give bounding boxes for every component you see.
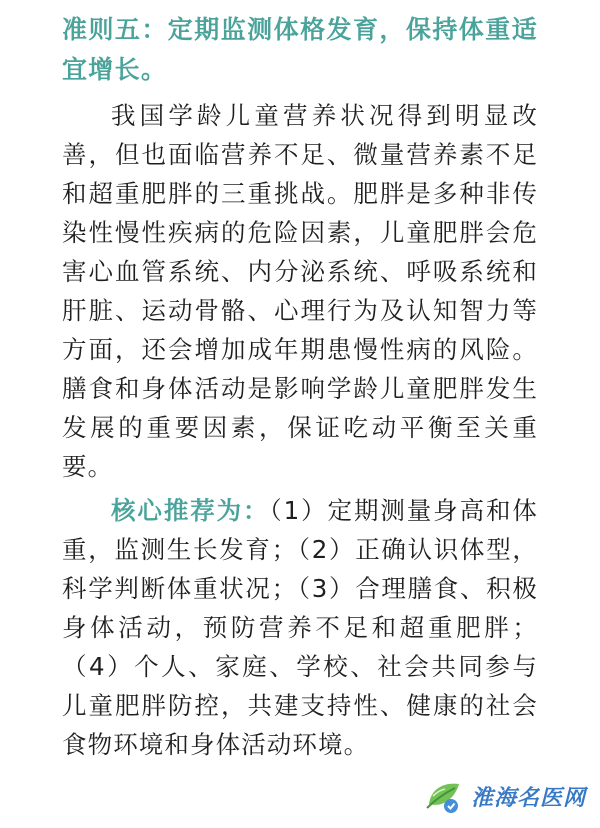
leaf-logo-icon bbox=[421, 774, 465, 818]
paragraph-intro: 我国学龄儿童营养状况得到明显改善，但也面临营养不足、微量营养素不足和超重肥胖的三重挑战。肥胖是多种非传染性慢性疾病的危险因素，儿童肥胖会危害心血管系统、内分泌系统、呼吸系统和肝脏、运动骨骼、心理行为及认知智力等方面，还会增加成年期患慢性病的风险。膳食和身体活动是影响学龄儿童肥胖发生发展的重要因素，保证吃动平衡至关重要。 bbox=[62, 101, 538, 481]
watermark-text: 淮海名医网 bbox=[470, 784, 586, 811]
site-watermark bbox=[421, 774, 586, 818]
recommendation-body: （1）定期测量身高和体重，监测生长发育；（2）正确认识体型，科学判断体重状况；（3）合理膳食、积极身体活动，预防营养不足和超重肥胖；（4）个人、家庭、学校、社会共同参与儿童肥胖防控，共建支持性、健康的社会食物环境和身体活动环境。 bbox=[62, 496, 539, 759]
section-heading: 准则五：定期监测体格发育，保持体重适宜增长。 bbox=[62, 15, 538, 84]
recommendation-lead: 核心推荐为： bbox=[111, 496, 270, 525]
paragraph-recommendations bbox=[62, 491, 538, 764]
